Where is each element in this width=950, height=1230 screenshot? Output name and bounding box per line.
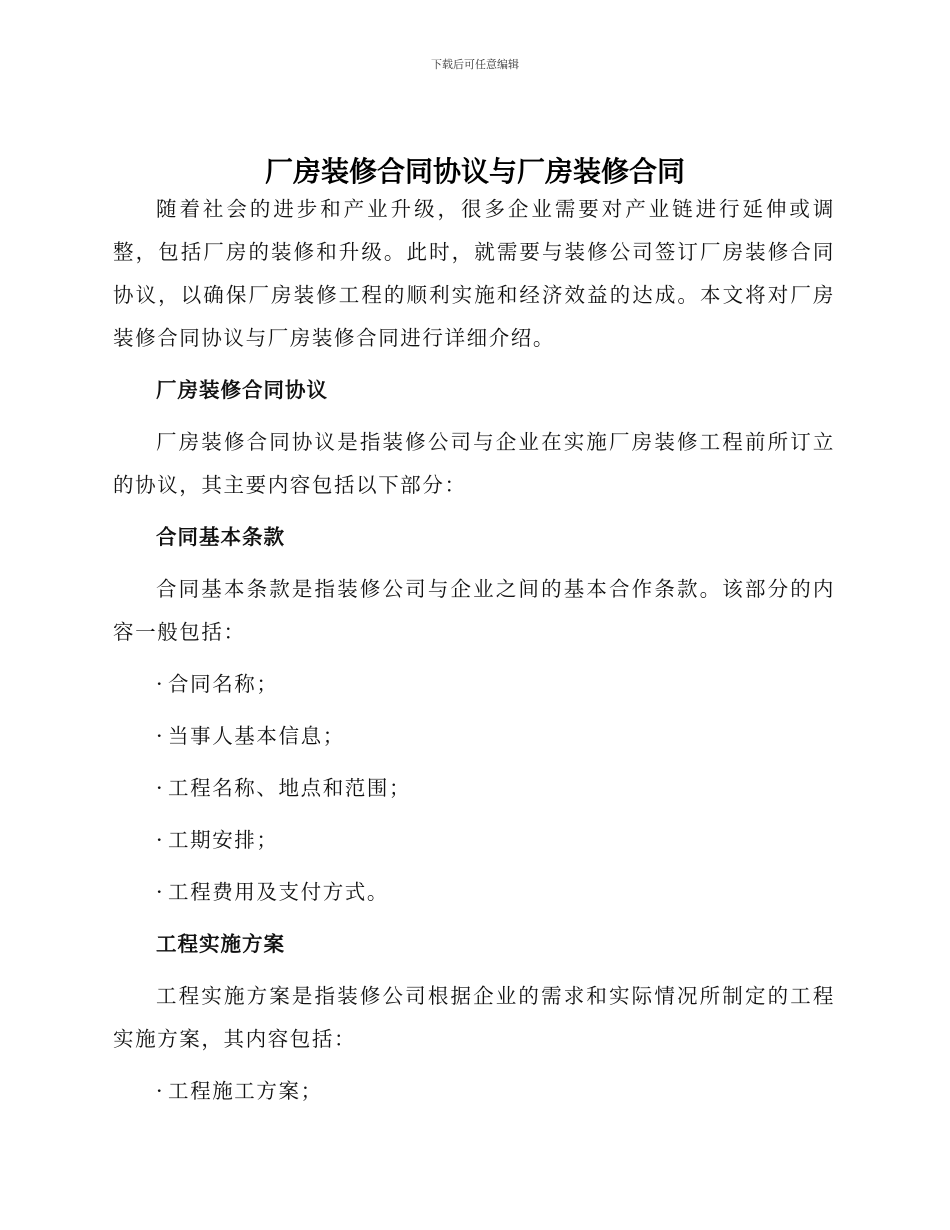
- bullet-marker: ·: [156, 880, 165, 904]
- list-item: [113, 1070, 835, 1113]
- list-item-text: 合同名称；: [168, 672, 279, 696]
- list-item-text: 工程名称、地点和范围；: [168, 776, 412, 800]
- list-item: [113, 767, 835, 810]
- section-heading-contract-agreement: 厂房装修合同协议: [156, 378, 328, 402]
- list-item-text: 工期安排；: [168, 828, 279, 852]
- section-heading-implementation-plan: 工程实施方案: [156, 932, 285, 956]
- list-item-text: 工程施工方案；: [168, 1079, 323, 1103]
- bullet-marker: ·: [156, 776, 165, 800]
- document-body: [113, 188, 835, 1122]
- bullet-marker: ·: [156, 828, 165, 852]
- section-paragraph-basic-terms: 合同基本条款是指装修公司与企业之间的基本合作条款。该部分的内容一般包括：: [113, 577, 835, 644]
- bullet-marker: ·: [156, 724, 165, 748]
- section-heading-basic-terms: 合同基本条款: [156, 525, 285, 549]
- list-item-text: 当事人基本信息；: [168, 724, 345, 748]
- header-note: 下载后可任意编辑: [431, 58, 519, 71]
- bullet-marker: ·: [156, 1079, 165, 1103]
- list-item: [113, 663, 835, 706]
- bullet-marker: ·: [156, 672, 165, 696]
- document-title: 厂房装修合同协议与厂房装修合同: [264, 155, 685, 188]
- intro-paragraph: 随着社会的进步和产业升级，很多企业需要对产业链进行延伸或调整，包括厂房的装修和升级。此时，就需要与装修公司签订厂房装修合同协议，以确保厂房装修工程的顺利实施和经济效益的达成。本文将对厂房装修合同协议与厂房装修合同进行详细介绍。: [113, 197, 835, 350]
- list-item-text: 工程费用及支付方式。: [168, 880, 389, 904]
- list-item: [113, 819, 835, 862]
- section-paragraph-contract-agreement: 厂房装修合同协议是指装修公司与企业在实施厂房装修工程前所订立的协议，其主要内容包括以下部分：: [113, 430, 835, 497]
- section-paragraph-implementation-plan: 工程实施方案是指装修公司根据企业的需求和实际情况所制定的工程实施方案，其内容包括：: [113, 984, 835, 1051]
- list-item: [113, 715, 835, 758]
- list-item: [113, 871, 835, 914]
